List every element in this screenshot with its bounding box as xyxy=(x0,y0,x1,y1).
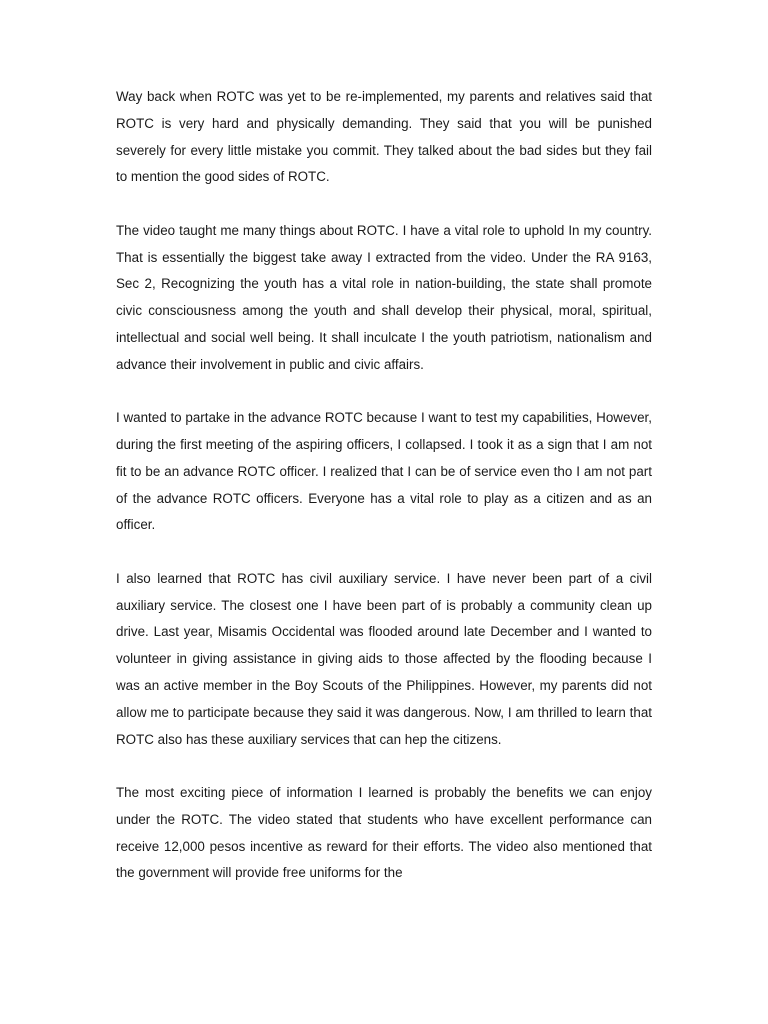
paragraph-3: I wanted to partake in the advance ROTC because I want to test my capabilities, However, during the first meeting of the aspiring officers, I collapsed. I took it as a sign that I am not fit to be an advance ROTC officer. I realized that I can be of service even tho I am not part of the advance ROTC officers. Everyone has a vital role to play as a citizen and as an officer. xyxy=(116,410,652,533)
paragraph-1: Way back when ROTC was yet to be re-implemented, my parents and relatives said that ROTC is very hard and physically demanding. They said that you will be punished severely for every little mistake you commit. They talked about the bad sides but they fail to mention the good sides of ROTC. xyxy=(116,89,652,185)
paragraph-4: I also learned that ROTC has civil auxiliary service. I have never been part of a civil auxiliary service. The closest one I have been part of is probably a community clean up drive. Last year, Misamis Occidental was flooded around late December and I wanted to volunteer in giving assistance in giving aids to those affected by the flooding because I was an active member in the Boy Scouts of the Philippines. However, my parents did not allow me to participate because they said it was dangerous. Now, I am thrilled to learn that ROTC also has these auxiliary services that can hep the citizens. xyxy=(116,570,652,747)
document-body xyxy=(116,84,652,887)
paragraph-5: The most exciting piece of information I learned is probably the benefits we can enjoy under the ROTC. The video stated that students who have excellent performance can receive 12,000 pesos incentive as reward for their efforts. The video also mentioned that the government will provide free uniforms for the xyxy=(116,784,652,881)
paragraph-2: The video taught me many things about ROTC. I have a vital role to uphold In my country. That is essentially the biggest take away I extracted from the video. Under the RA 9163, Sec 2, Recognizing the youth has a vital role in nation-building, the state shall promote civic consciousness among the youth and shall develop their physical, moral, spiritual, intellectual and social well being. It shall inculcate I the youth patriotism, nationalism and advance their involvement in public and civic affairs. xyxy=(116,222,652,372)
